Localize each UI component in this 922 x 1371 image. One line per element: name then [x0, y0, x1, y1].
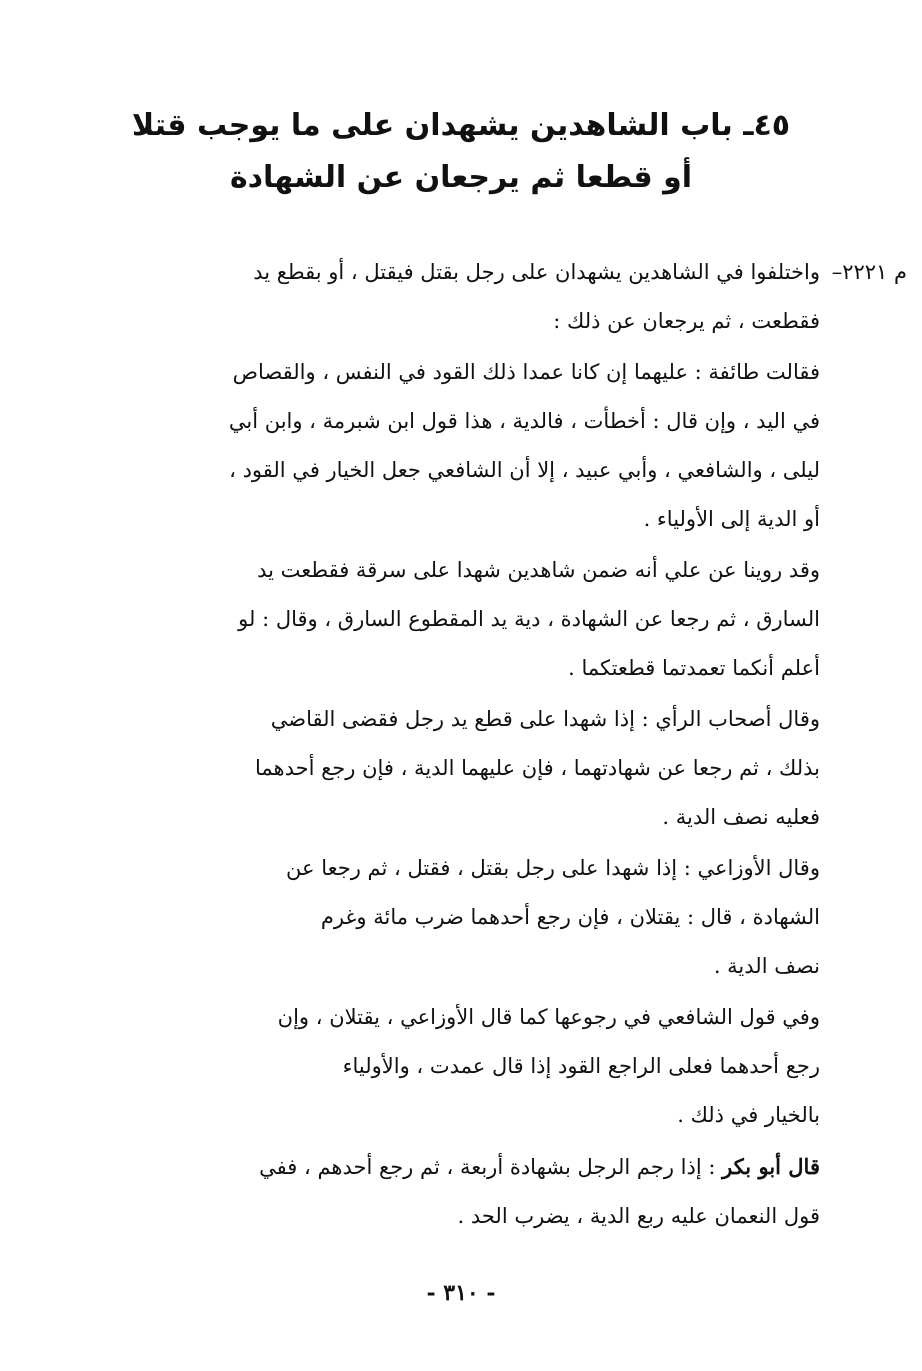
paragraph-line: نصف الدية . [713, 954, 820, 978]
paragraph-line: قول النعمان عليه ربع الدية ، يضرب الحد . [457, 1204, 820, 1228]
paragraph-line: فقطعت ، ثم يرجعان عن ذلك : [553, 309, 820, 333]
paragraph-line: بالخيار في ذلك . [677, 1103, 820, 1127]
paragraph-line: فعليه نصف الدية . [662, 805, 820, 829]
paragraph-4 [103, 695, 820, 842]
paragraph-text: : إذا رجم الرجل بشهادة أربعة ، ثم رجع أحدهم ، ففي [259, 1155, 716, 1179]
paragraph-7 [103, 1142, 820, 1241]
paragraph-line: في اليد ، وإن قال : أخطأت ، فالدية ، هذا قول ابن شبرمة ، وابن أبي [228, 409, 820, 433]
paragraph-5 [103, 844, 820, 991]
chapter-title [110, 100, 812, 204]
chapter-title-line-1: ٤٥ـ باب الشاهدين يشهدان على ما يوجب قتلا [131, 108, 791, 143]
paragraph-line-with-lead [103, 1142, 820, 1192]
paragraph-1 [103, 248, 907, 346]
paragraph-line: السارق ، ثم رجعا عن الشهادة ، دية يد المقطوع السارق ، وقال : لو [238, 607, 820, 631]
paragraph-line: وقال الأوزاعي : إذا شهدا على رجل بقتل ، فقتل ، ثم رجعا عن [286, 856, 820, 880]
paragraph-line: وقال أصحاب الرأي : إذا شهدا على قطع يد رجل فقضى القاضي [270, 707, 820, 731]
paragraph-line: ليلى ، والشافعي ، وأبي عبيد ، إلا أن الشافعي جعل الخيار في القود ، [229, 458, 820, 482]
paragraph-line: وقد روينا عن علي أنه ضمن شاهدين شهدا على سرقة فقطعت يد [257, 558, 820, 582]
paragraph-line: أو الدية إلى الأولياء . [643, 507, 820, 531]
chapter-title-line-2: أو قطعا ثم يرجعان عن الشهادة [229, 160, 693, 195]
paragraph-line: وفي قول الشافعي في رجوعها كما قال الأوزاعي ، يقتلان ، وإن [277, 1005, 820, 1029]
paragraph-6 [103, 993, 820, 1140]
issue-number: م ٢٢٢١– [831, 260, 907, 284]
paragraph-line: فقالت طائفة : عليهما إن كانا عمدا ذلك القود في النفس ، والقصاص [232, 360, 820, 384]
page-body [103, 248, 907, 1241]
paragraph-3 [103, 546, 820, 693]
paragraph-line: رجع أحدهما فعلى الراجع القود إذا قال عمدت ، والأولياء [342, 1054, 820, 1078]
paragraph-2 [103, 348, 820, 544]
speaker-label: قال أبو بكر [722, 1154, 820, 1179]
paragraph-line: الشهادة ، قال : يقتلان ، فإن رجع أحدهما ضرب مائة وغرم [320, 905, 820, 929]
paragraph-line: واختلفوا في الشاهدين يشهدان على رجل بقتل فيقتل ، أو بقطع يد [253, 260, 820, 284]
paragraph-line: بذلك ، ثم رجعا عن شهادتهما ، فإن عليهما الدية ، فإن رجع أحدهما [254, 756, 820, 780]
paragraph-line: أعلم أنكما تعمدتما قطعتكما . [568, 656, 820, 680]
page-number: - ٣١٠ - [426, 1280, 496, 1306]
